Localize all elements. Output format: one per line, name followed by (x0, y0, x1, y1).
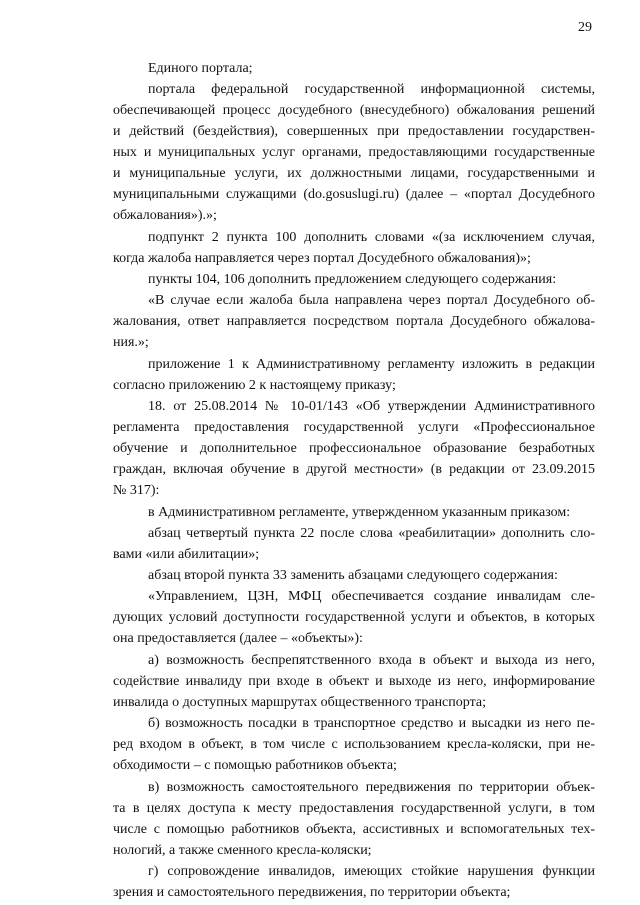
text-line: та в целях доступа к месту предоставления государственной услуги, в том (113, 801, 595, 816)
text-line: подпункт 2 пункта 100 дополнить словами «(за исключением случая, (148, 230, 595, 245)
text-line: зрения и самостоятельного передвижения, по территории объекта; (113, 885, 511, 900)
text-line: содействие инвалиду при входе в объект и выходе из него, информирование (113, 674, 595, 689)
text-line: 18. от 25.08.2014 № 10-01/143 «Об утверждении Административного (148, 399, 595, 414)
text-line: муниципальными служащими (do.gosuslugi.ru) (далее – «портал Досудебного (113, 187, 595, 202)
text-line: а) возможность беспрепятственного входа в объект и выхода из него, (148, 653, 595, 668)
text-line: и муниципальные услуги, их должностными лицами, государственными и (113, 166, 595, 181)
text-line: г) сопровождение инвалидов, имеющих стойкие нарушения функции (148, 864, 595, 879)
text-line: ред входом в объект, в том числе с использованием кресла-коляски, при не- (113, 737, 595, 752)
text-line: нологий, а также сменного кресла-коляски; (113, 843, 372, 858)
text-line: когда жалоба направляется через портал Досудебного обжалования)»; (113, 251, 531, 266)
text-line: в Административном регламенте, утвержденном указанным приказом: (148, 505, 571, 520)
text-line: инвалида о доступных маршрутах общественного транспорта; (113, 695, 486, 710)
text-line: и действий (бездействия), совершенных при предоставлении государствен- (113, 124, 595, 139)
text-line: дующих условий доступности государственной услуги и объектов, в которых (113, 610, 595, 625)
text-line: б) возможность посадки в транспортное средство и высадки из него пе- (148, 716, 595, 731)
text-line: вами «или абилитации»; (113, 547, 260, 562)
text-line: граждан, включая обучение в другой местности» (в редакции от 23.09.2015 (113, 462, 595, 477)
text-line: Единого портала; (148, 61, 253, 76)
text-line: в) возможность самостоятельного передвижения по территории объек- (148, 780, 595, 795)
text-line: пункты 104, 106 дополнить предложением следующего содержания: (148, 272, 557, 287)
text-line: «В случае если жалоба была направлена через портал Досудебного об- (148, 293, 595, 308)
text-line: регламента предоставления государственной услуги «Профессиональное (113, 420, 595, 435)
text-line: приложение 1 к Административному регламенту изложить в редакции (148, 357, 595, 372)
text-line: обеспечивающей процесс досудебного (внесудебного) обжалования решений (113, 103, 595, 118)
text-line: обучение и дополнительное профессиональное образование безработных (113, 441, 595, 456)
text-line: портала федеральной государственной информационной системы, (148, 82, 595, 97)
text-line: абзац четвертый пункта 22 после слова «реабилитации» дополнить сло- (148, 526, 595, 541)
text-line: обходимости – с помощью работников объекта; (113, 758, 397, 773)
text-line: «Управлением, ЦЗН, МФЦ обеспечивается создание инвалидам сле- (148, 589, 595, 604)
text-line: она предоставляется (далее – «объекты»): (113, 631, 363, 646)
text-line: абзац второй пункта 33 заменить абзацами следующего содержания: (148, 568, 558, 583)
page-number: 29 (578, 20, 592, 35)
text-line: числе с помощью работников объекта, ассистивных и вспомогательных тех- (113, 822, 595, 837)
text-line: ния.»; (113, 335, 149, 350)
text-line: обжалования»).»; (113, 208, 217, 223)
text-line: ных и муниципальных услуг органами, предоставляющими государственные (113, 145, 595, 160)
text-line: жалования, ответ направляется посредством портала Досудебного обжалова- (113, 314, 595, 329)
text-line: согласно приложению 2 к настоящему приказу; (113, 378, 396, 393)
text-line: № 317): (113, 483, 160, 498)
